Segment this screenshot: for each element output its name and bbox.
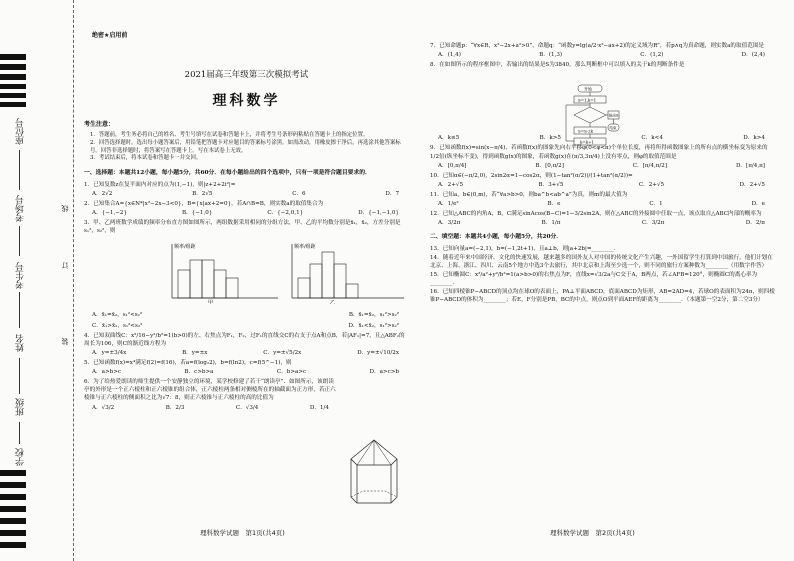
stripe	[0, 506, 26, 512]
question-16: 16．已知四棱锥P−ABCD的顶点均在球O的表面上，PA⊥平面ABCD，底面ABCD为矩形，AB=2AD=4，若球O的表面积为24π，则四棱锥P−ABCD的体积为________；若E，F分别是PB，BC的中点，则点O到平面AEF的距离为________．（本题第一空2分，第二空3分）	[430, 289, 775, 304]
option: D．{−1,−1,0}	[358, 210, 399, 217]
flow-step: S=S·2k	[578, 128, 594, 134]
question-6: 6．为了给热爱朗读的师生提供一个安静独立的环境，某学校修建了若干“朗读亭”．如图所示，该朗读亭的外形是一个正六棱柱和正六棱锥的组合体，正六棱柱两条相对侧棱所在的轴截面为正方形，若正六棱锥与正六棱柱的侧面积之比为√7：8，则正六棱锥与正六棱柱的高的比值为	[84, 379, 336, 402]
stripe	[0, 530, 26, 536]
option: B．3+√5	[538, 181, 564, 188]
options-3	[84, 311, 409, 319]
option: B．2√5	[192, 190, 213, 197]
option: D．e	[751, 201, 765, 208]
option: A．k≤5	[438, 135, 460, 142]
option: C．6	[292, 190, 306, 197]
option: D．2+√5	[739, 181, 765, 188]
option: A．x̄₁=x̄₂，s₁²<s₂²	[92, 312, 143, 319]
options-12	[430, 219, 775, 227]
option: D．y=±√10/2x	[357, 349, 399, 356]
option: B．e	[547, 201, 561, 208]
cut-mark-line: 线	[61, 205, 69, 212]
option: A．3/2π	[438, 220, 461, 227]
option: D．2/π	[745, 220, 765, 227]
field-class: 班级	[16, 398, 26, 416]
options-4	[84, 349, 409, 357]
question-13: 13．已知向量a=(−2,1)，b=(−1,2t+1)，且a⊥b，则|a+2b|=________．	[430, 245, 620, 252]
option: B．1/π	[541, 220, 561, 227]
notes-heading: 考生注意：	[84, 121, 115, 129]
question-2: 2．已知集合A={x∈N*|x²−2x−3<0}，B={x|ax+2=0}，若A∩B=B，则实数a的取值集合为	[84, 200, 324, 207]
question-15: 15．已知椭圆C：x²/a²+y²/b²=1(a>b>0)的右焦点为F，直线x=√3/2a与C交于A，B两点，若∠AFB=120°，则椭圆C的离心率为________．	[430, 272, 758, 287]
option: C．√3/4	[235, 404, 259, 411]
option: D．1/4	[309, 404, 329, 411]
option: C．k<4	[641, 135, 663, 142]
flow-step: 开始	[584, 86, 592, 92]
option: A．y=±3/4x	[92, 349, 127, 356]
options-1	[84, 190, 409, 198]
stripe	[0, 102, 26, 107]
option: B．(1,3)	[539, 52, 563, 59]
cut-mark-bind: 装	[61, 338, 69, 345]
stripe	[0, 482, 26, 488]
option: C．y=±√5/2x	[263, 349, 302, 356]
option: C．x̄₁>x̄₂，s₁²<s₂²	[92, 322, 143, 329]
histogram-figure	[168, 240, 408, 304]
option: B．{−1,0}	[181, 210, 213, 217]
right-page	[430, 42, 775, 306]
secret-label: 绝密★启用前	[92, 32, 128, 39]
option: A．(1,4)	[438, 52, 461, 59]
write-line	[19, 422, 20, 444]
option: D．a>c>b	[369, 369, 399, 376]
option: C．(1,2)	[640, 52, 664, 59]
option: B．[0,π/2]	[535, 162, 564, 169]
histogram-ylabel: 频率/组距	[174, 244, 196, 251]
question-1: 1．已知复数z在复平面内对应的点为(1,−1)，则|z+2+2i²|=	[84, 181, 236, 188]
write-line	[19, 358, 20, 394]
option: B．k>5	[539, 135, 561, 142]
option: B．2/3	[165, 404, 185, 411]
question-10: 10．已知α∈(−π/2,0)，2sin2α=1−cos2α，则(1−tan²(α/2))/(1+tan²(α/2))=	[430, 172, 633, 179]
stripe	[0, 542, 26, 548]
options-10	[430, 181, 775, 189]
field-name: 姓名	[16, 334, 26, 352]
note-item: 2．回答选择题时，选出每小题答案后，用铅笔把答题卡对应题目的答案标号涂黑。如需改动，用橡皮擦干净后，再选涂其他答案标号。回答非选择题时，将答案写在答题卡上。写在本试卷上无效。	[90, 139, 401, 154]
option: D．x̄₁<x̄₂，s₁²>s₂²	[348, 322, 399, 329]
option: A．2+√5	[438, 181, 464, 188]
stripe	[0, 74, 26, 80]
prism-figure	[345, 437, 403, 505]
options-6	[84, 404, 339, 412]
class-label-a: 甲	[208, 300, 214, 305]
flow-step: k=k+1	[580, 139, 595, 145]
section-fill-heading: 二、填空题：本题共4小题，每小题5分，共20分．	[430, 234, 563, 241]
question-14: 14．随着近年来中国经济、文化的快速发展，越来越多的国外友人对中国的传统文化产生兴趣，一外国留学生打算到中国旅行，他们计划在北京、上海、浙江、四川、云南5个地方中选3个去旅行，其中北京和上海至少选一个，则不同的旅行方案种数为________（用数字作答）	[430, 254, 773, 270]
flow-step: 结束	[609, 126, 617, 130]
options-9	[430, 162, 775, 170]
flow-step: S=1,k=1	[578, 97, 597, 103]
options-3b	[84, 322, 409, 330]
write-line	[19, 150, 20, 190]
question-7: 7．已知命题p：“∀x∈R，x²−2x+a²>0”，命题q：“函数y=lg(a/2·x²−ax+2)的定义域为R”，若p∧q为真命题，则实数a的取值范围是	[430, 43, 764, 49]
left-page	[84, 32, 409, 414]
histogram-ylabel: 频率/组距	[294, 244, 316, 251]
flowchart-space	[430, 70, 775, 134]
section-choice-heading: 一、选择题：本题共12小题，每小题5分，共60分．在每小题给出的四个选项中，只有一项是符合题目要求的．	[84, 170, 371, 177]
option: B．y=±x	[182, 349, 208, 356]
option: C．3/2π	[641, 220, 665, 227]
note-item: 1．答题前，考生务必将自己的姓名、考生号填写在试卷和答题卡上，并将考生号条形码粘贴在答题卡上的指定位置。	[90, 131, 369, 138]
option: C．b>a>c	[276, 369, 307, 376]
write-line	[19, 292, 20, 328]
option: B．x̄₁=x̄₂，s₁²>s₂²	[348, 312, 399, 319]
stripe	[0, 494, 26, 500]
footer-left: 理科数学试题 第1页(共4页)	[200, 529, 285, 537]
options-5	[84, 368, 409, 376]
option: C．1	[649, 201, 663, 208]
option: A．[0,π/4]	[438, 162, 467, 169]
cut-mark-order: 订	[61, 262, 69, 269]
question-11: 11．已知a，b∈(0,m)，若“∀a>b>0，则ba^b<ab^a”为真，则m的最大值为	[430, 191, 628, 198]
class-label-b: 乙	[330, 300, 336, 305]
option: D．k>4	[743, 135, 765, 142]
options-8	[430, 134, 775, 142]
subject-title: 理科数学	[212, 93, 281, 109]
question-8: 8．在如图所示的程序框图中，若输出的结果是S为3840，那么判断框中可以填入的关于k的判断条件是	[430, 62, 685, 69]
stripe	[0, 518, 26, 524]
stripe	[0, 93, 26, 98]
question-4: 4．已知双曲线C：x²/16−y²/b²=1(b>0)的左、右焦点为F₁，F₂，过F₁的直线交C的右支于点A和点B，若|AF₁|=7，且△ABF₂的周长为106，则C的渐近线方程为	[84, 332, 405, 347]
note-item: 3．考试结束后，将本试卷和答题卡一并交回。	[90, 155, 202, 162]
option: B．c>b>a	[184, 369, 214, 376]
option: C．[π/4,π/2]	[632, 162, 668, 169]
stripe	[0, 470, 26, 476]
option: A．√3/2	[92, 404, 115, 411]
stripe	[0, 54, 26, 60]
question-9: 9．已知函数f(x)=sin(x−π/4)，若函数f(x)的图象先向右平移φ(0<φ<π)个单位长度，再将所得函数图象上的所有点的横坐标变为原来的1/2倍(纵坐标不变)，得到函数g(x)的图象，若函数g(x)在(π/3,3π/4)上没有零点，则φ的取值范围是	[430, 145, 768, 160]
field-candidate-no: 考生号	[16, 262, 26, 289]
option: C．{−2,0,1}	[267, 210, 304, 217]
field-school: 学校	[16, 448, 26, 466]
option: C．2+√5	[638, 181, 665, 188]
option: A．2√2	[92, 190, 113, 197]
option: A．{−1,−2}	[92, 210, 128, 217]
stripe	[0, 64, 26, 70]
option: A．1/e²	[438, 201, 459, 208]
options-11	[430, 200, 775, 208]
field-room-no: 考场号	[16, 195, 26, 222]
footer-right: 理科数学试题 第2页(共4页)	[550, 529, 635, 537]
option: D．[π/4,π]	[735, 162, 765, 169]
options-2	[84, 209, 409, 217]
field-seat-no: 座位号	[16, 118, 26, 145]
write-line	[19, 226, 20, 256]
question-5: 5．已知函数f(x)=x⁴满足f(2)=f(16)，若a=f(log₂2)，b=f(ln2)，c=f(5^−1)，则	[84, 360, 292, 366]
option: D．(2,4)	[741, 52, 765, 59]
question-3: 3．甲、乙两班数学成绩的频率分布直方图如图所示，两组数据采用相同的分组方法，甲、乙的平均数分别是x̄₁，x̄₂，方差分别是s₁²，s₂²，则	[84, 220, 401, 235]
flow-step: 输出S	[609, 113, 619, 118]
stripe	[0, 84, 26, 89]
question-12: 12．已知△ABC的内角A，B，C满足sinAcos(B−C)=1−3/2sin2A，则在△ABC的外接圆中任取一点，该点取自△ABC内部的概率为	[430, 211, 762, 218]
binding-margin	[0, 0, 74, 561]
exam-title: 2021届高三年级第三次模拟考试	[184, 69, 309, 80]
option: D．7	[385, 190, 399, 197]
options-7	[430, 51, 775, 59]
option: A．a>b>c	[92, 369, 122, 376]
